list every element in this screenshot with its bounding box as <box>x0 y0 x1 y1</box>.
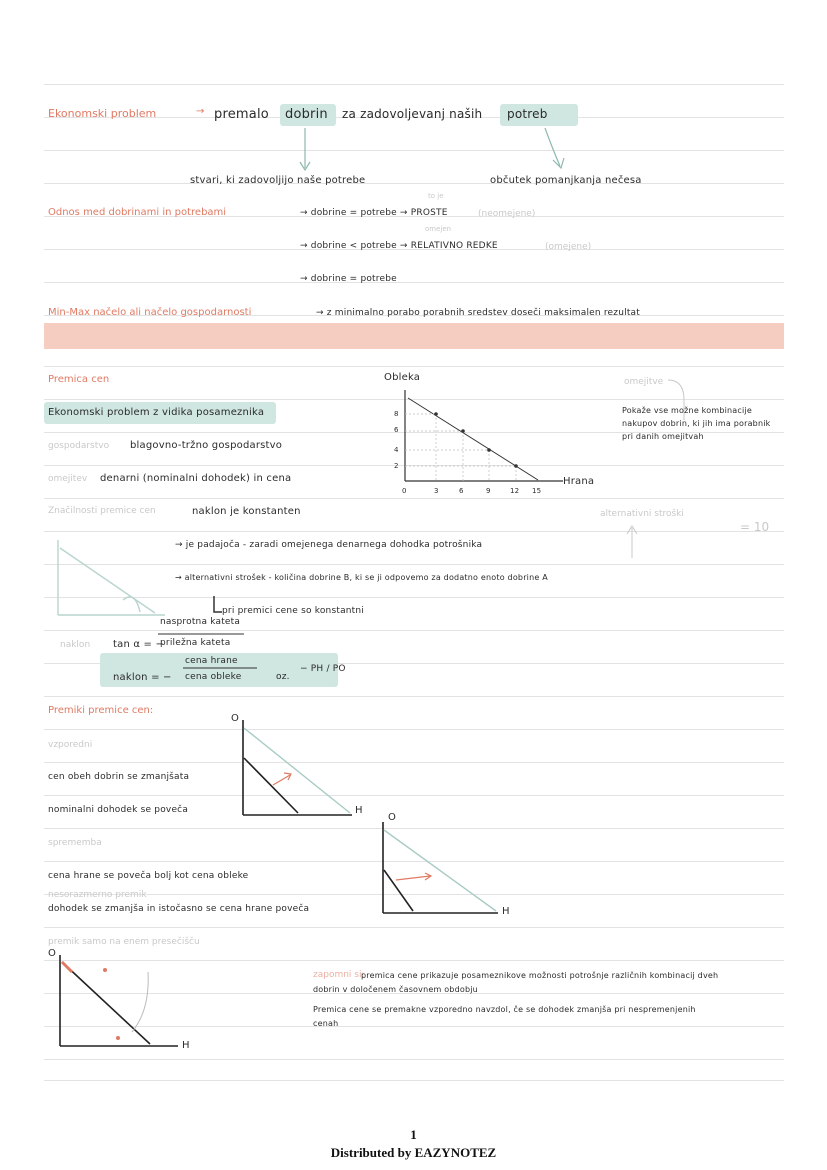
s2-small2: omejen <box>425 225 452 233</box>
naklon-den: cena obleke <box>185 672 242 682</box>
x-tick-3: 3 <box>434 487 439 495</box>
s5-r2: nominalni dohodek se poveča <box>48 805 189 815</box>
s4-b2: → alternativni strošek - količina dobrine B, ki se ji odpovemo za dodatno enoto dobrine A <box>175 573 548 582</box>
s3-label: Min-Max načelo ali načelo gospodarnosti <box>48 307 252 318</box>
tan-formula: tan α = − <box>113 639 165 650</box>
s1-note-left: stvari, ki zadovoljijo naše potrebe <box>190 175 366 186</box>
s5-r1: cen obeh dobrin se zmanjšata <box>48 772 190 782</box>
s4-row3: denarni (nominalni dohodek) in cena <box>100 473 292 484</box>
naklon-oz: oz. <box>276 672 290 682</box>
s4-row4-faint: Značilnosti premice cen <box>48 506 156 516</box>
footer-brand: Distributed by EAZYNOTEZ <box>330 1145 497 1160</box>
s4-label: Premica cen <box>48 374 110 385</box>
s5-label: Premiki premice cen: <box>48 705 154 716</box>
naklon-num: cena hrane <box>185 656 238 666</box>
x-tick-15: 15 <box>532 487 542 495</box>
s4-row3-faint: omejitev <box>48 474 88 484</box>
s4-right-eq: = 10 <box>740 520 770 534</box>
chart-xlabel: Hrana <box>563 476 595 487</box>
s5-sum2: Premica cene se premakne vzporedno navzdol, če se dohodek zmanjša pri nespremenjenih cenah <box>313 1005 696 1028</box>
s2-small1: to je <box>428 192 444 200</box>
note-bracket <box>627 380 684 558</box>
shift-graph-3 <box>60 955 178 1046</box>
point-3-8 <box>434 412 438 416</box>
s1-label: Ekonomski problem <box>48 107 157 120</box>
s4-row1: Ekonomski problem z vidika posameznika <box>48 407 265 418</box>
s3-text: → z minimalno porabo porabnih sredstev doseči maksimalen rezultat <box>316 308 640 318</box>
x-tick-0: 0 <box>402 487 407 495</box>
s4-row2-faint: gospodarstvo <box>48 441 110 451</box>
g1-h: H <box>355 805 363 816</box>
point-12-2 <box>514 464 518 468</box>
y-tick-8: 8 <box>394 410 399 418</box>
s1-note-right: občutek pomanjkanja nečesa <box>490 175 642 186</box>
s1-text-b: za zadovoljevanj naših <box>342 107 483 121</box>
s4-b3: pri premici cene so konstantni <box>222 606 365 616</box>
s2-row3: → dobrine = potrebe <box>300 274 397 284</box>
s4-b1: → je padajoča - zaradi omejenega denarnega dohodka potrošnika <box>175 540 483 550</box>
g1-o: O <box>231 713 240 724</box>
x-tick-6: 6 <box>459 487 464 495</box>
tan-faint: naklon <box>60 640 91 650</box>
g3-o: O <box>48 948 57 959</box>
g2-h: H <box>502 906 510 917</box>
s2-row1-faint: (neomejene) <box>478 209 536 219</box>
point-6-6 <box>461 429 465 433</box>
s5-r4: dohodek se zmanjša in istočasno se cena hrane poveča <box>48 904 310 914</box>
b3-bracket <box>214 596 222 612</box>
slope-sketch <box>58 540 165 615</box>
s2-row2-faint: (omejene) <box>545 242 592 252</box>
s4-row4: naklon je konstanten <box>192 506 301 517</box>
y-tick-6: 6 <box>394 426 399 434</box>
g2-o: O <box>388 812 397 823</box>
s4-note: Pokaže vse možne kombinacije nakupov dobrin, ki jih ima porabnik pri danih omejitvah <box>622 406 771 441</box>
s2-label: Odnos med dobrinami in potrebami <box>48 207 227 218</box>
s2-row1: → dobrine = potrebe → PROSTE <box>300 208 448 218</box>
tan-num: nasprotna kateta <box>160 617 241 627</box>
s1-text-dobrin: dobrin <box>285 107 328 122</box>
chart-ylabel: Obleka <box>384 372 421 383</box>
shift-graph-2 <box>383 822 498 913</box>
point-9-4 <box>487 448 491 452</box>
s4-right-faint: alternativni stroški <box>600 509 684 519</box>
s5-faint1: vzporedni <box>48 740 93 750</box>
callout-arrows <box>300 128 564 170</box>
x-tick-12: 12 <box>510 487 520 495</box>
shift-graph-1 <box>243 720 352 815</box>
s1-text-potreb: potreb <box>507 107 548 121</box>
s1-arrow: → <box>196 106 205 117</box>
s2-row2: → dobrine < potrebe → RELATIVNO REDKE <box>300 241 498 251</box>
budget-chart <box>405 390 563 481</box>
s4-row2: blagovno-tržno gospodarstvo <box>130 440 283 451</box>
x-tick-9: 9 <box>486 487 491 495</box>
s1-text-a: premalo <box>214 107 269 122</box>
naklon-formula: naklon = − <box>113 672 172 683</box>
s5-faint2: sprememba <box>48 838 102 848</box>
s5-sum1: premica cene prikazuje posameznikove možnosti potrošnje različnih kombinacij dveh dobrin v določenem časovnem obdobju <box>313 971 719 994</box>
page-number: 1 <box>410 1127 417 1142</box>
tan-den: priležna kateta <box>160 638 231 648</box>
g3-h: H <box>182 1040 190 1051</box>
s5-faint4: premik samo na enem presečišču <box>48 937 200 947</box>
naklon-pf: − PH / PO <box>300 664 346 674</box>
s5-r3: cena hrane se poveča bolj kot cena obleke <box>48 871 249 881</box>
s4-note-faint: omejitve <box>624 377 664 387</box>
y-tick-2: 2 <box>394 462 399 470</box>
y-tick-4: 4 <box>394 446 399 454</box>
s5-faint3: nesorazmerno premik <box>48 890 147 900</box>
s5-sum-faint: zapomni si: <box>313 970 365 980</box>
